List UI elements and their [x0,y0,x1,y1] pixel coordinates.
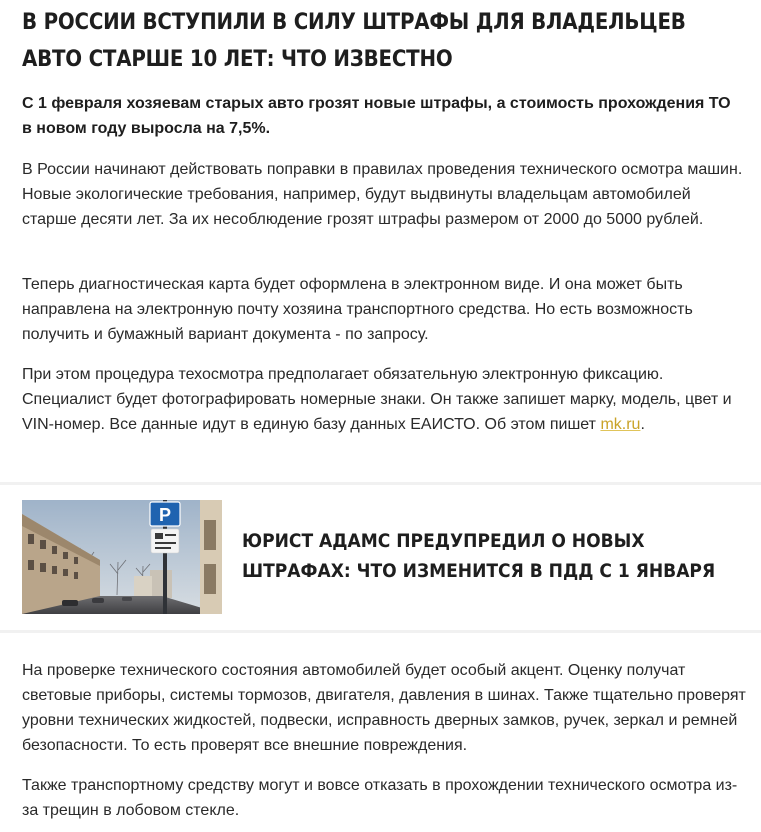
related-article-title[interactable]: ЮРИСТ АДАМС ПРЕДУПРЕДИЛ О НОВЫХ ШТРАФАХ: ЧТО ИЗМЕНИТСЯ В ПДД С 1 ЯНВАРЯ [242,530,716,582]
related-article-photo[interactable] [22,500,222,614]
article-paragraph: Теперь диагностическая карта будет оформлена в электронном виде. И она может быть направлена на электронную почту хозяина транспортного средства. Но есть возможность получить и бумажный вариант документа - по запросу. [22,276,693,343]
article-paragraph: В России начинают действовать поправки в правилах проведения технического осмотра машин. Новые экологические требования, например, будут выдвинуты владельцам автомобилей старше десяти лет. За их несоблюдение грозят штрафы размером от 2000 до 5000 рублей. [22,161,743,228]
article-paragraph-with-source [22,362,747,437]
article-paragraph: Также транспортному средству могут и вовсе отказать в прохождении технического осмотра из-за трещин в лобовом стекле. [22,777,738,819]
article-headline: В РОССИИ ВСТУПИЛИ В СИЛУ ШТРАФЫ ДЛЯ ВЛАДЕЛЬЦЕВ АВТО СТАРШЕ 10 ЛЕТ: ЧТО ИЗВЕСТНО [22,10,686,72]
related-article-card[interactable] [22,500,752,614]
paragraph-end: . [640,416,645,433]
parking-sign-letter: P [158,505,172,525]
divider [0,482,761,485]
paragraph-text: При этом процедура техосмотра предполагает обязательную электронную фиксацию. Специалист будет фотографировать номерные знаки. Он также запишет марку, модель, цвет и VIN-номер. Все данные идут в единую базу данных ЕАИСТО. Об этом пишет [22,366,732,433]
article-lead: С 1 февраля хозяевам старых авто грозят новые штрафы, а стоимость прохождения ТО в новом году выросла на 7,5%. [22,95,731,137]
divider [0,630,761,633]
article-paragraph: На проверке технического состояния автомобилей будет особый акцент. Оценку получат световые приборы, системы тормозов, двигателя, давления в шинах. Также тщательно проверят уровни технических жидкостей, подвески, исправность дверных замков, ручек, зеркал и ремней безопасности. То есть проверят все внешние повреждения. [22,662,746,754]
source-link[interactable]: mk.ru [600,416,641,433]
